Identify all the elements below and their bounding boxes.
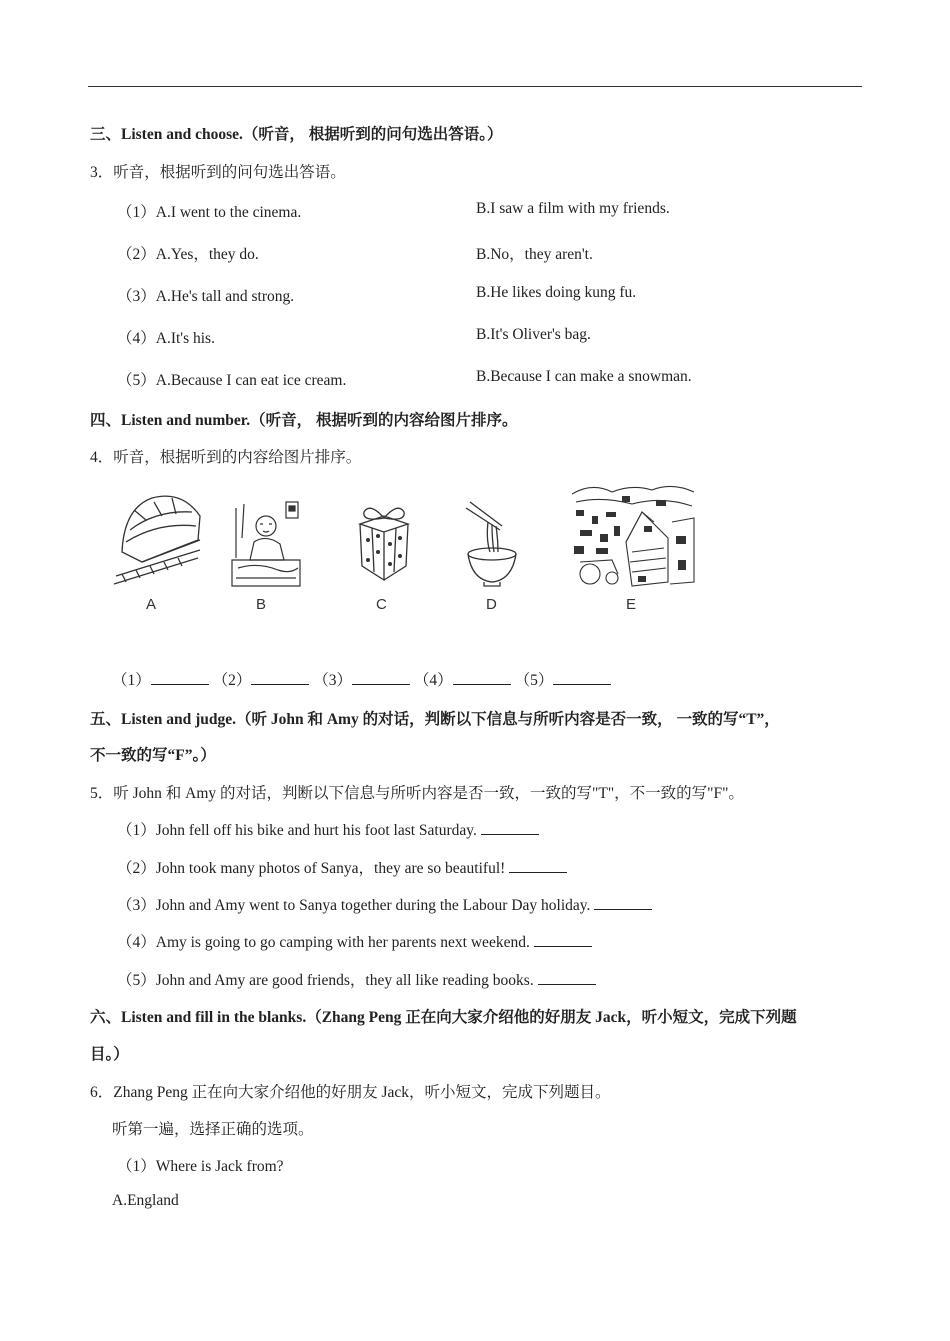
q3-item-3-option-b: B.He likes doing kung fu. bbox=[476, 284, 637, 301]
picture-label-c: C bbox=[376, 596, 387, 613]
q5-item-1-text: （1）John fell off his bike and hurt his foot last Saturday. bbox=[117, 822, 477, 839]
q6-option-a[interactable]: A.England bbox=[112, 1192, 179, 1209]
section4-heading: 四、Listen and number.（听音， 根据听到的内容给图片排序。 bbox=[90, 412, 518, 429]
q5-item-1-blank[interactable] bbox=[481, 822, 539, 835]
q3-item-4-option-a: （4）A.It's his. bbox=[117, 330, 215, 347]
farm-scene-icon bbox=[572, 482, 696, 590]
q4-answer-blank-3[interactable] bbox=[352, 672, 410, 685]
q5-item-5-text: （5）John and Amy are good friends，they all like reading books. bbox=[117, 972, 534, 989]
noodles-bowl-icon bbox=[464, 500, 520, 588]
q4-answer-blank-4[interactable] bbox=[453, 672, 511, 685]
q4-answer-label-3: （3） bbox=[313, 672, 353, 689]
header-rule bbox=[88, 86, 862, 87]
section6-heading-line1: 六、Listen and fill in the blanks.（Zhang Peng 正在向大家介绍他的好朋友 Jack，听小短文，完成下列题 bbox=[90, 1009, 797, 1026]
q6-sub-instruction: 听第一遍，选择正确的选项。 bbox=[112, 1121, 314, 1138]
q5-item-4-text: （4）Amy is going to go camping with her parents next weekend. bbox=[117, 934, 530, 951]
train-icon bbox=[112, 490, 204, 586]
q5-item-2-text: （2）John took many photos of Sanya，they are so beautiful! bbox=[117, 860, 506, 877]
q3-item-4-option-b: B.It's Oliver's bag. bbox=[476, 326, 591, 343]
q4-answer-blank-2[interactable] bbox=[251, 672, 309, 685]
q3-item-3-option-a: （3）A.He's tall and strong. bbox=[117, 288, 295, 305]
q4-answer-blank-1[interactable] bbox=[151, 672, 209, 685]
q4-answer-blank-5[interactable] bbox=[553, 672, 611, 685]
q3-item-1-option-a: （1）A.I went to the cinema. bbox=[117, 204, 302, 221]
q5-item-3-text: （3）John and Amy went to Sanya together during the Labour Day holiday. bbox=[117, 897, 591, 914]
question-3-text: 3．听音，根据听到的问句选出答语。 bbox=[90, 164, 346, 181]
section6-heading-line2: 目。） bbox=[90, 1046, 129, 1063]
q5-item-4 bbox=[117, 930, 592, 952]
q3-item-5-option-b: B.Because I can make a snowman. bbox=[476, 368, 692, 385]
q3-item-5-option-a: （5）A.Because I can eat ice cream. bbox=[117, 372, 347, 389]
q4-answer-label-1: （1） bbox=[112, 672, 151, 689]
sick-in-bed-icon bbox=[228, 498, 304, 590]
q5-item-2-blank[interactable] bbox=[509, 860, 567, 873]
q3-item-2-option-b: B.No，they aren't. bbox=[476, 246, 593, 263]
q3-item-1-option-b: B.I saw a film with my friends. bbox=[476, 200, 670, 217]
gift-box-icon bbox=[356, 500, 412, 584]
q3-item-2-option-a: （2）A.Yes，they do. bbox=[117, 246, 259, 263]
section5-heading-line1: 五、Listen and judge.（听 John 和 Amy 的对话，判断以下信息与所听内容是否一致， 一致的写“T”， bbox=[90, 711, 780, 728]
section3-heading: 三、Listen and choose.（听音， 根据听到的问句选出答语。） bbox=[90, 126, 503, 143]
picture-label-a: A bbox=[146, 596, 157, 613]
q6-question-1: （1）Where is Jack from? bbox=[117, 1158, 284, 1175]
q5-item-5 bbox=[117, 968, 596, 990]
q5-item-4-blank[interactable] bbox=[534, 934, 592, 947]
picture-label-d: D bbox=[486, 596, 497, 613]
q4-answer-label-5: （5） bbox=[514, 672, 554, 689]
q5-item-1 bbox=[117, 818, 539, 840]
question-5-text: 5．听 John 和 Amy 的对话，判断以下信息与所听内容是否一致，一致的写"T"，不一致的写"F"。 bbox=[90, 785, 744, 802]
question-6-text: 6．Zhang Peng 正在向大家介绍他的好朋友 Jack，听小短文，完成下列题目。 bbox=[90, 1084, 611, 1101]
question-4-text: 4．听音，根据听到的内容给图片排序。 bbox=[90, 449, 362, 466]
q5-item-3-blank[interactable] bbox=[594, 897, 652, 910]
q4-answer-label-2: （2） bbox=[212, 672, 252, 689]
q5-item-5-blank[interactable] bbox=[538, 972, 596, 985]
q5-item-2 bbox=[117, 856, 567, 878]
q4-answer-row bbox=[112, 668, 611, 690]
picture-label-e: E bbox=[626, 596, 637, 613]
q5-item-3 bbox=[117, 893, 652, 915]
section5-heading-line2: 不一致的写“F”。） bbox=[90, 747, 216, 764]
picture-label-b: B bbox=[256, 596, 267, 613]
q4-answer-label-4: （4） bbox=[413, 672, 453, 689]
